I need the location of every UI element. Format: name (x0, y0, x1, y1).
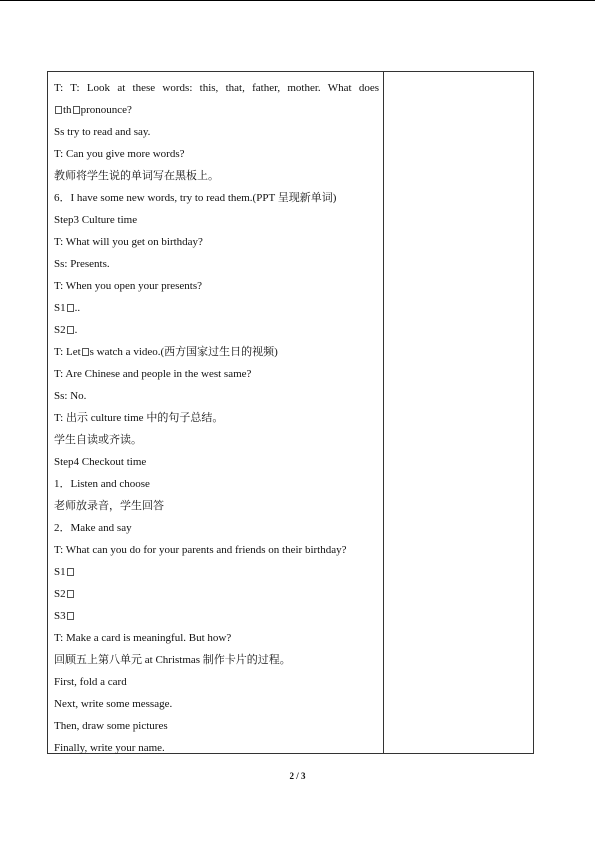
text-line: Ss try to read and say. (54, 126, 151, 138)
page-number: 2 / 3 (289, 771, 306, 781)
placeholder-box (67, 304, 74, 312)
text-line: 老师放录音，学生回答 (54, 500, 164, 512)
section-heading: Step4 Checkout time (54, 456, 147, 468)
text-line: 学生自读或齐读。 (54, 434, 142, 446)
section-heading: Step3 Culture time (54, 214, 138, 226)
placeholder-box (67, 568, 74, 576)
text-line: T: When you open your presents? (54, 280, 203, 292)
text-line: 1．Listen and choose (54, 478, 150, 490)
top-rule (0, 0, 595, 1)
text-line: S2 . (54, 324, 78, 336)
text-line: T: Let s watch a video.(西方国家过生日的视频) (54, 346, 278, 358)
text-line: S3 (54, 605, 379, 627)
placeholder-box (67, 612, 74, 620)
text-line: T: Make a card is meaningful. But how? (54, 632, 232, 644)
text-line: Ss: No. (54, 390, 87, 402)
text-line: 回顾五上第八单元 at Christmas 制作卡片的过程。 (54, 654, 291, 666)
placeholder-box (82, 348, 89, 356)
text-line: 教师将学生说的单词写在黑板上。 (54, 170, 219, 182)
column-divider (383, 72, 384, 753)
text-line: 2．Make and say (54, 522, 132, 534)
text-line: T: What can you do for your parents and friends on their birthday? (54, 544, 347, 556)
placeholder-box (67, 590, 74, 598)
text-line: Ss: Presents. (54, 258, 110, 270)
text-line: T: What will you get on birthday? (54, 236, 203, 248)
text-line: S2 (54, 583, 379, 605)
text-line: S1 (54, 561, 379, 583)
lesson-table (47, 71, 534, 754)
text-line: T: 出示 culture time 中的句子总结。 (54, 412, 224, 424)
text-line: th pronounce? (54, 99, 379, 121)
text-line: T: Can you give more words? (54, 148, 185, 160)
text-line: 6．I have some new words, try to read them.(PPT 呈现新单词) (54, 192, 337, 204)
text-line: Finally, write your name. (54, 742, 165, 754)
text-line: First, fold a card (54, 676, 127, 688)
text-line: T: T: Look at these words: this, that, father, mother. What does (54, 82, 379, 94)
lesson-content-cell (54, 77, 379, 759)
placeholder-box (67, 326, 74, 334)
placeholder-box (55, 106, 62, 114)
text-line: S1 .. (54, 302, 81, 314)
text-line: T: Are Chinese and people in the west same? (54, 368, 252, 380)
text-line: Then, draw some pictures (54, 720, 168, 732)
placeholder-box (73, 106, 80, 114)
text-line: Next, write some message. (54, 698, 173, 710)
